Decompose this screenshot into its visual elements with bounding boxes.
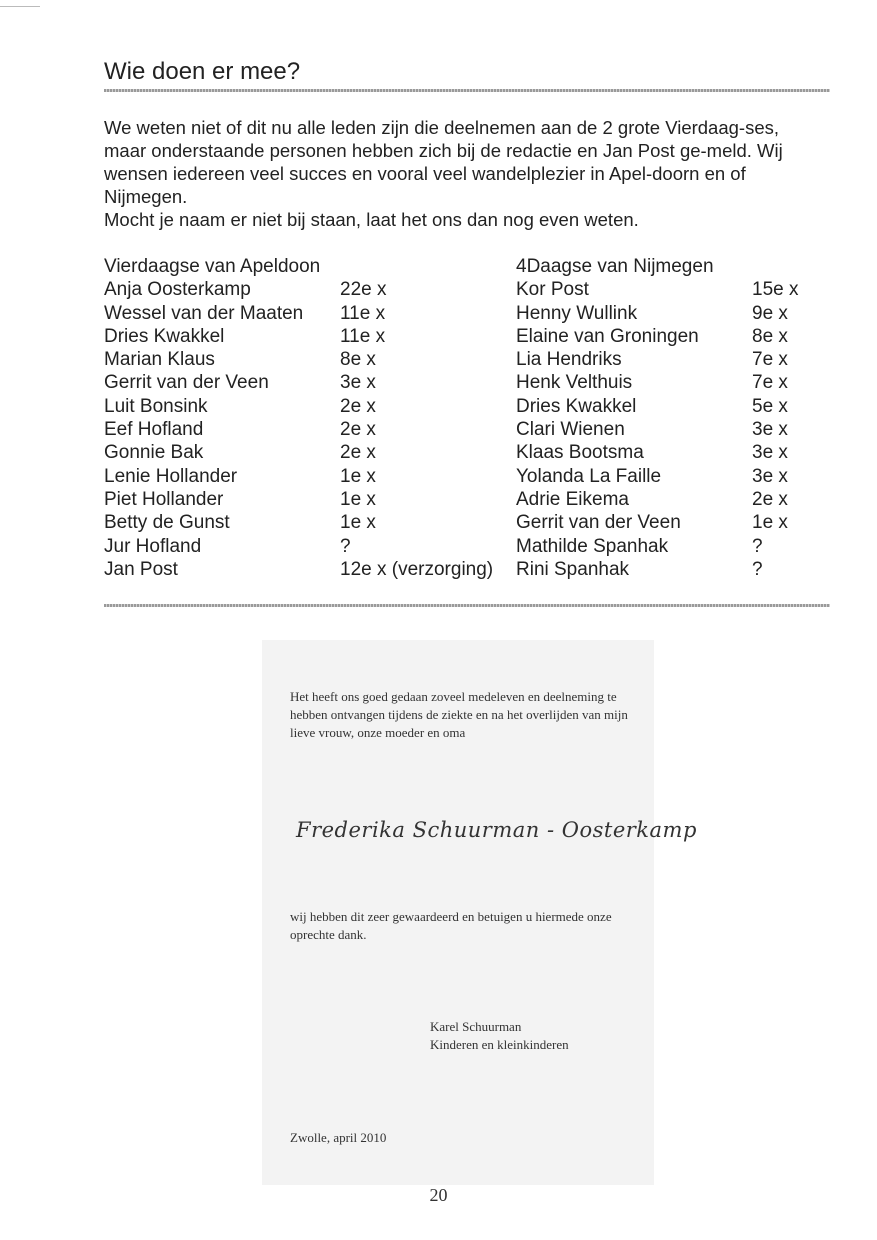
participation-count: 7e x	[752, 349, 788, 371]
corner-mark	[0, 6, 40, 7]
participant-name: Betty de Gunst	[104, 512, 230, 534]
list-row	[104, 535, 510, 558]
participant-name: Gerrit van der Veen	[104, 372, 269, 394]
list-row	[516, 465, 812, 488]
page-number: 20	[429, 1185, 448, 1205]
signer-family: Kinderen en kleinkinderen	[430, 1037, 569, 1052]
participation-count: 15e x	[752, 279, 799, 301]
participation-count: 5e x	[752, 395, 788, 417]
participant-name: Wessel van der Maaten	[104, 302, 304, 324]
participation-count: 3e x	[340, 372, 376, 394]
page-heading: Wie doen er mee?	[104, 58, 301, 85]
participation-count: 11e x	[340, 302, 386, 324]
list-row	[516, 511, 812, 534]
list-row	[104, 441, 510, 464]
participation-count: 11e x	[340, 325, 386, 347]
participation-count: 2e x	[340, 395, 376, 417]
nijmegen-list	[516, 255, 812, 581]
participation-count: 3e x	[752, 419, 788, 441]
card-message: Het heeft ons goed gedaan zoveel medeleven en deelneming te hebben ontvangen tijdens de ziekte en na het overlijden van mijn lieve vrouw, onze moeder en oma	[290, 689, 628, 740]
nijmegen-title: 4Daagse van Nijmegen	[516, 256, 714, 277]
participant-name: Anja Oosterkamp	[104, 279, 251, 301]
heading-divider	[104, 89, 830, 92]
participant-name: Dries Kwakkel	[104, 325, 225, 347]
intro-text	[104, 116, 824, 231]
list-row	[104, 418, 510, 441]
participation-count: 2e x	[340, 442, 376, 464]
list-row	[104, 348, 510, 371]
participant-name: Dries Kwakkel	[516, 395, 637, 417]
participation-count: 1e x	[340, 465, 376, 487]
list-row	[104, 465, 510, 488]
participation-count: 1e x	[340, 488, 376, 510]
participant-name: Henk Velthuis	[516, 372, 633, 394]
intro-paragraph: We weten niet of dit nu alle leden zijn die deelnemen aan de 2 grote Vierdaag-ses, maar onderstaande personen hebben zich bij de redactie en Jan Post ge-meld. Wij wensen iedereen veel succes en vooral veel wandelplezier in Apel-doorn en of Nijmegen.	[104, 117, 783, 207]
participant-name: Lenie Hollander	[104, 465, 238, 487]
participation-count: 7e x	[752, 372, 788, 394]
list-row	[516, 418, 812, 441]
intro-paragraph: Mocht je naam er niet bij staan, laat het ons dan nog even weten.	[104, 209, 639, 230]
participation-count: 3e x	[752, 442, 788, 464]
participant-name: Klaas Bootsma	[516, 442, 644, 464]
apeldoorn-list	[104, 255, 510, 581]
participant-name: Henny Wullink	[516, 302, 638, 324]
participant-name: Elaine van Groningen	[516, 325, 699, 347]
card-signers	[430, 1018, 650, 1054]
list-row	[516, 395, 812, 418]
list-row	[516, 535, 812, 558]
list-row	[516, 278, 812, 301]
list-row	[104, 278, 510, 301]
list-row	[516, 325, 812, 348]
participation-count: ?	[752, 558, 763, 580]
participation-count: 8e x	[340, 349, 376, 371]
participation-count: 1e x	[340, 512, 376, 534]
participation-count: 1e x	[752, 512, 788, 534]
participant-name: Luit Bonsink	[104, 395, 208, 417]
section-divider	[104, 604, 830, 607]
participation-count: 8e x	[752, 325, 788, 347]
participation-count: 9e x	[752, 302, 788, 324]
participant-name: Mathilde Spanhak	[516, 535, 669, 557]
list-row	[516, 348, 812, 371]
apeldoorn-title: Vierdaagse van Apeldoon	[104, 256, 321, 277]
deceased-name: Frederika Schuurman - Oosterkamp	[296, 818, 697, 842]
participant-name: Marian Klaus	[104, 349, 215, 371]
list-row	[104, 395, 510, 418]
participation-count: 2e x	[752, 488, 788, 510]
place-date: Zwolle, april 2010	[290, 1130, 387, 1145]
list-row	[104, 325, 510, 348]
participation-count: 12e x (verzorging)	[340, 558, 494, 580]
list-row	[104, 302, 510, 325]
participant-name: Jur Hofland	[104, 535, 202, 557]
list-row	[516, 558, 812, 581]
participation-count: ?	[752, 535, 763, 557]
participant-name: Lia Hendriks	[516, 349, 622, 371]
participation-count: ?	[340, 535, 351, 557]
list-row	[516, 441, 812, 464]
participant-name: Clari Wienen	[516, 419, 625, 441]
list-row	[104, 488, 510, 511]
participant-name: Rini Spanhak	[516, 558, 630, 580]
list-row	[516, 371, 812, 394]
participation-count: 3e x	[752, 465, 788, 487]
participation-count: 22e x	[340, 279, 387, 301]
participant-name: Jan Post	[104, 558, 178, 580]
list-row	[104, 511, 510, 534]
list-row	[516, 302, 812, 325]
participation-count: 2e x	[340, 419, 376, 441]
card-thanks: wij hebben dit zeer gewaardeerd en betuigen u hiermede onze oprechte dank.	[290, 909, 612, 942]
list-row	[104, 371, 510, 394]
participant-name: Adrie Eikema	[516, 488, 629, 510]
signer-name: Karel Schuurman	[430, 1019, 522, 1034]
participant-name: Kor Post	[516, 279, 589, 301]
participant-name: Eef Hofland	[104, 419, 204, 441]
participant-name: Yolanda La Faille	[516, 465, 662, 487]
participant-name: Piet Hollander	[104, 488, 224, 510]
list-row	[104, 558, 510, 581]
participant-name: Gerrit van der Veen	[516, 512, 681, 534]
participant-name: Gonnie Bak	[104, 442, 204, 464]
list-row	[516, 488, 812, 511]
